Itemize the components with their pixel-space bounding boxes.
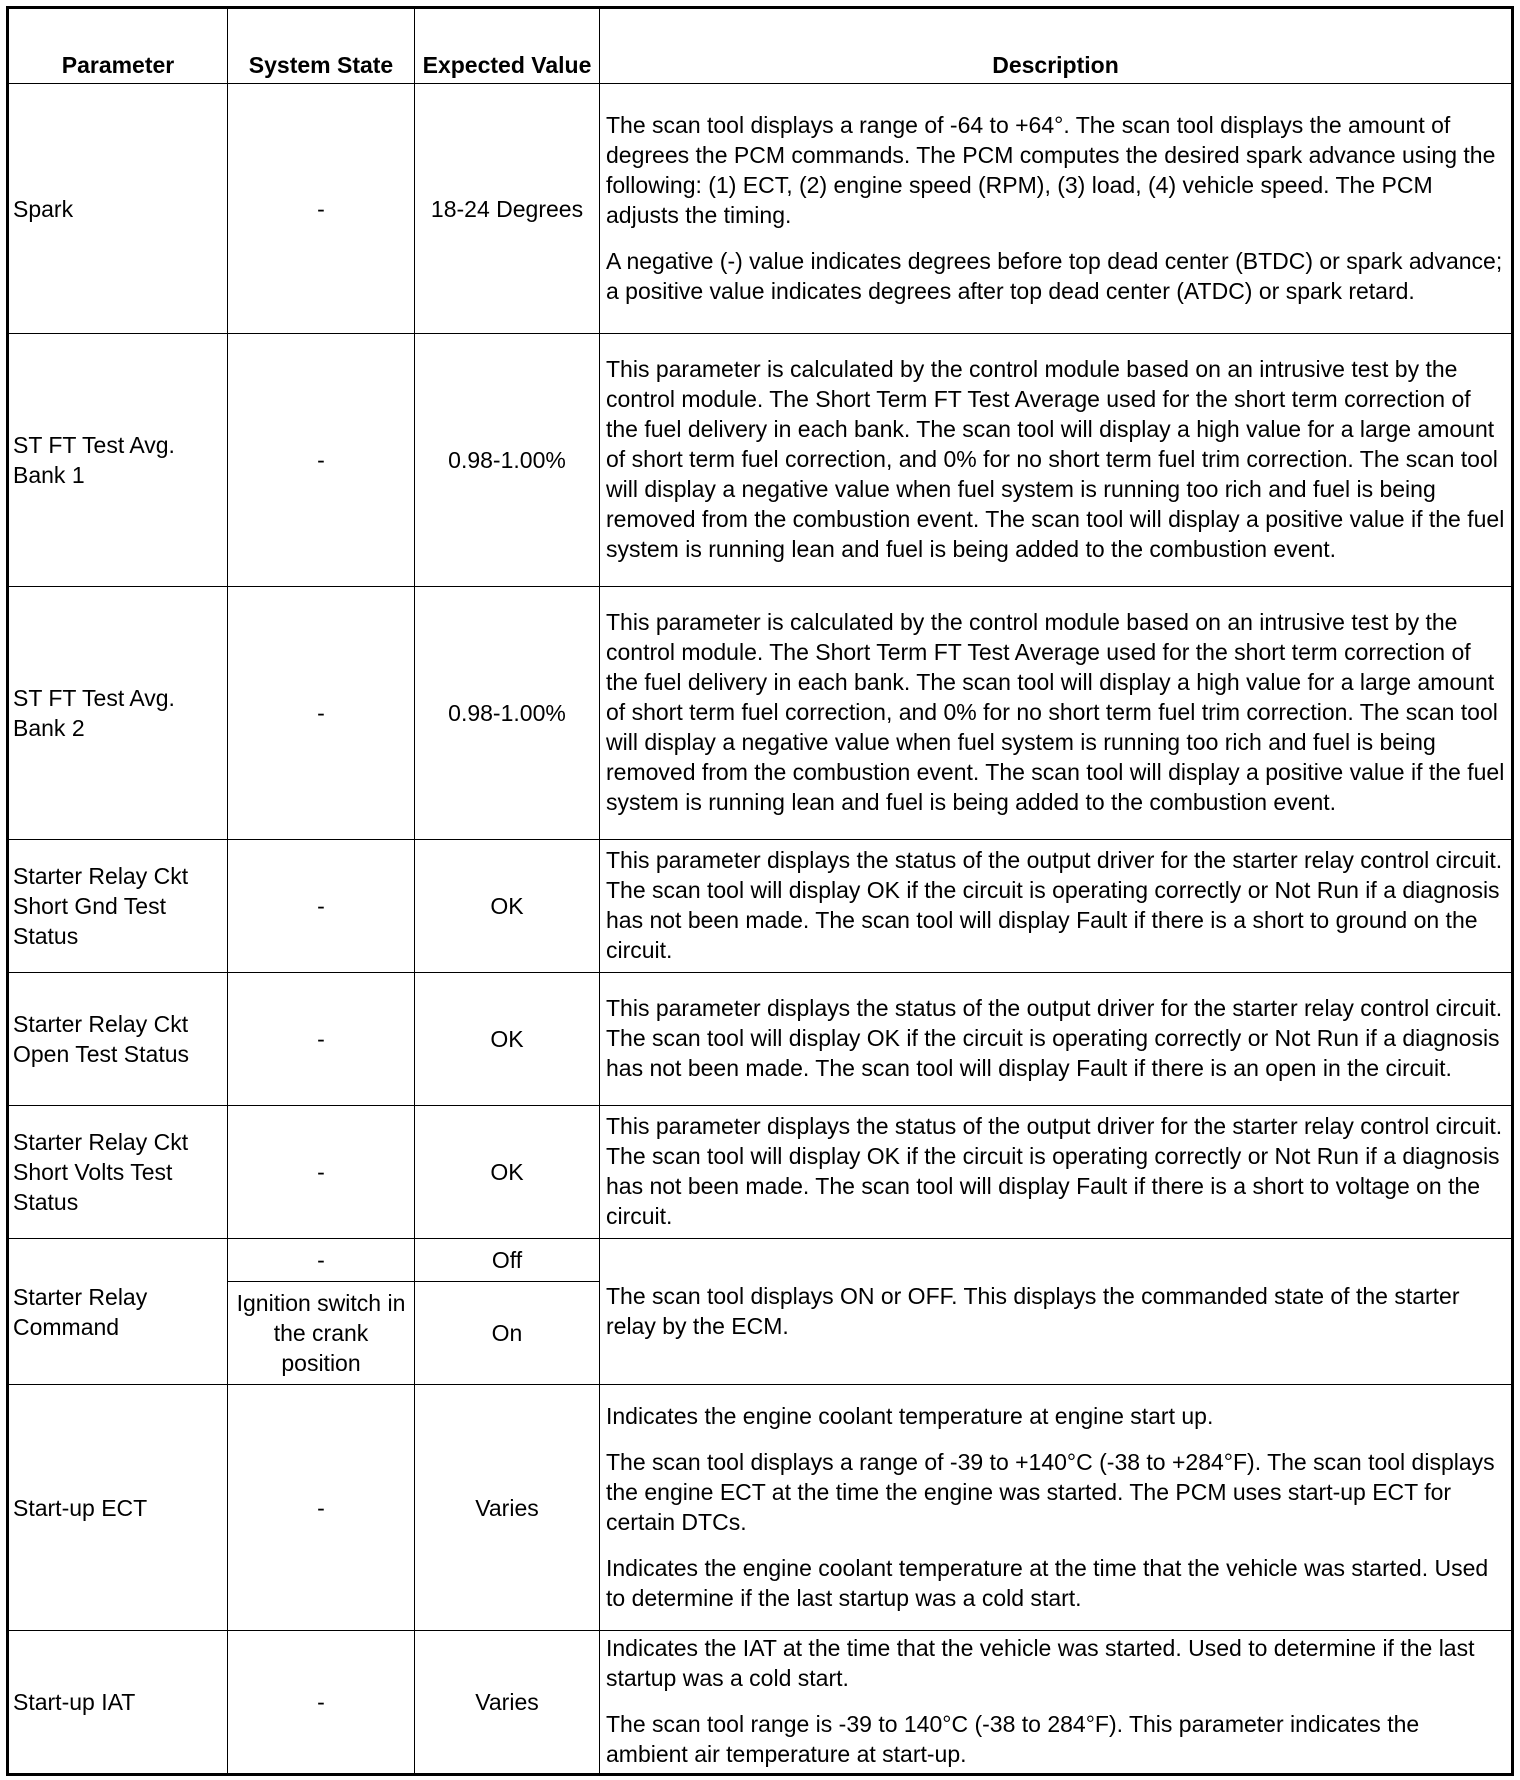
- table-row: [8, 334, 1513, 587]
- description-cell: [600, 1385, 1513, 1631]
- description-paragraph: Indicates the engine coolant temperature at engine start up.: [606, 1402, 1214, 1429]
- table-row: [8, 1239, 1513, 1282]
- system-state-cell: -: [228, 334, 415, 587]
- parameter-cell: ST FT Test Avg. Bank 1: [8, 334, 228, 587]
- description-cell: [600, 587, 1513, 840]
- description-cell: [600, 973, 1513, 1106]
- expected-value-cell: Varies: [415, 1631, 600, 1775]
- expected-value-cell: OK: [415, 1106, 600, 1239]
- parameter-cell: ST FT Test Avg. Bank 2: [8, 587, 228, 840]
- table-row: [8, 973, 1513, 1106]
- description-cell: [600, 334, 1513, 587]
- expected-value-cell: OK: [415, 840, 600, 973]
- system-state-cell: Ignition switch in the crank position: [228, 1282, 415, 1385]
- parameter-cell: Start-up ECT: [8, 1385, 228, 1631]
- parameter-cell: Starter Relay Ckt Short Volts Test Status: [8, 1106, 228, 1239]
- expected-value-cell: 18-24 Degrees: [415, 84, 600, 334]
- system-state-cell: -: [228, 84, 415, 334]
- system-state-cell: -: [228, 973, 415, 1106]
- description-paragraph: This parameter displays the status of the output driver for the starter relay control circuit. The scan tool will display OK if the circuit is operating correctly or Not Run if a diagnosis has not been made. The scan tool will display Fault if there is a short to ground on the circuit.: [606, 847, 1503, 963]
- system-state-cell: -: [228, 1631, 415, 1775]
- expected-value-cell: Off: [415, 1239, 600, 1282]
- table-row: [8, 84, 1513, 334]
- table-row: [8, 1385, 1513, 1631]
- system-state-cell: -: [228, 1106, 415, 1239]
- description-paragraph: A negative (-) value indicates degrees before top dead center (BTDC) or spark advance; a positive value indicates degrees after top dead center (ATDC) or spark retard.: [606, 247, 1503, 304]
- table-row: [8, 840, 1513, 973]
- parameter-table: [6, 6, 1514, 1776]
- description-paragraph: The scan tool displays ON or OFF. This displays the commanded state of the starter relay by the ECM.: [606, 1282, 1460, 1339]
- parameter-cell: Starter Relay Ckt Short Gnd Test Status: [8, 840, 228, 973]
- table-row: [8, 1631, 1513, 1775]
- expected-value-cell: Varies: [415, 1385, 600, 1631]
- system-state-cell: -: [228, 587, 415, 840]
- parameter-cell: Starter Relay Command: [8, 1239, 228, 1385]
- description-cell: [600, 840, 1513, 973]
- description-cell: [600, 1106, 1513, 1239]
- header-expected-value: Expected Value: [415, 8, 600, 84]
- table-row: [8, 1106, 1513, 1239]
- expected-value-cell: 0.98-1.00%: [415, 334, 600, 587]
- header-row: [8, 8, 1513, 84]
- description-paragraph: This parameter is calculated by the control module based on an intrusive test by the control module. The Short Term FT Test Average used for the short term correction of the fuel delivery in each bank. The scan tool will display a high value for a large amount of short term fuel correction, and 0% for no short term fuel trim correction. The scan tool will display a negative value when fuel system is running too rich and fuel is being removed from the combustion event. The scan tool will display a positive value if the fuel system is running lean and fuel is being added to the combustion event.: [606, 609, 1505, 815]
- description-paragraph: Indicates the IAT at the time that the vehicle was started. Used to determine if the last startup was a cold start.: [606, 1635, 1475, 1691]
- description-paragraph: This parameter displays the status of the output driver for the starter relay control circuit. The scan tool will display OK if the circuit is operating correctly or Not Run if a diagnosis has not been made. The scan tool will display Fault if there is an open in the circuit.: [606, 995, 1503, 1081]
- description-paragraph: The scan tool range is -39 to 140°C (-38 to 284°F). This parameter indicates the ambient air temperature at start-up.: [606, 1711, 1420, 1767]
- description-paragraph: The scan tool displays a range of -64 to +64°. The scan tool displays the amount of degrees the PCM commands. The PCM computes the desired spark advance using the following: (1) ECT, (2) engine speed (RPM), (3) load, (4) vehicle speed. The PCM adjusts the timing.: [606, 111, 1496, 228]
- expected-value-cell: 0.98-1.00%: [415, 587, 600, 840]
- system-state-cell: -: [228, 1239, 415, 1282]
- system-state-cell: -: [228, 840, 415, 973]
- parameter-cell: Spark: [8, 84, 228, 334]
- description-paragraph: This parameter is calculated by the control module based on an intrusive test by the control module. The Short Term FT Test Average used for the short term correction of the fuel delivery in each bank. The scan tool will display a high value for a large amount of short term fuel correction, and 0% for no short term fuel trim correction. The scan tool will display a negative value when fuel system is running too rich and fuel is being removed from the combustion event. The scan tool will display a positive value if the fuel system is running lean and fuel is being added to the combustion event.: [606, 356, 1505, 562]
- description-cell: [600, 84, 1513, 334]
- parameter-cell: Start-up IAT: [8, 1631, 228, 1775]
- parameter-cell: Starter Relay Ckt Open Test Status: [8, 973, 228, 1106]
- system-state-cell: -: [228, 1385, 415, 1631]
- expected-value-cell: OK: [415, 973, 600, 1106]
- description-cell: [600, 1239, 1513, 1385]
- description-paragraph: The scan tool displays a range of -39 to +140°C (-38 to +284°F). The scan tool displays the engine ECT at the time the engine was started. The PCM uses start-up ECT for certain DTCs.: [606, 1448, 1495, 1535]
- header-parameter: Parameter: [8, 8, 228, 84]
- header-description: Description: [600, 8, 1513, 84]
- description-cell: [600, 1631, 1513, 1775]
- description-paragraph: This parameter displays the status of the output driver for the starter relay control circuit. The scan tool will display OK if the circuit is operating correctly or Not Run if a diagnosis has not been made. The scan tool will display Fault if there is a short to voltage on the circuit.: [606, 1113, 1503, 1229]
- description-paragraph: Indicates the engine coolant temperature at the time that the vehicle was started. Used to determine if the last startup was a cold start.: [606, 1554, 1489, 1611]
- header-system-state: System State: [228, 8, 415, 84]
- table-row: [8, 587, 1513, 840]
- expected-value-cell: On: [415, 1282, 600, 1385]
